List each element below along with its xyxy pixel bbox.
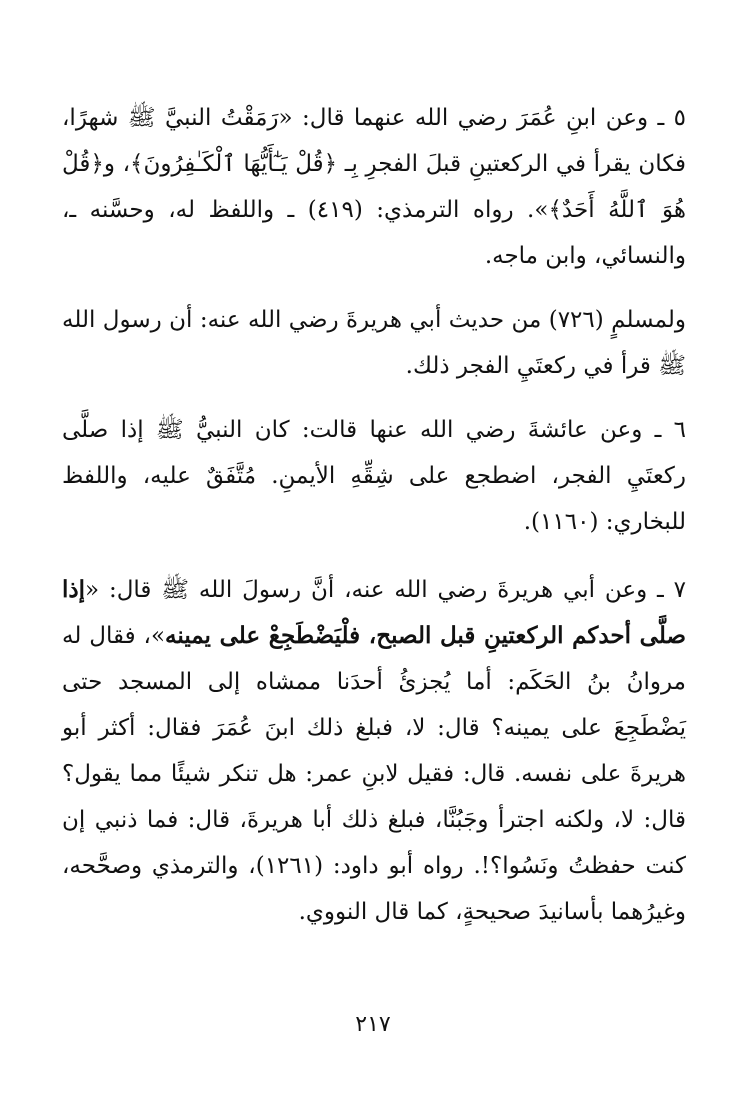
page-text: [62, 95, 686, 935]
hadith-7-rest: »، فقال له مروانُ بنُ الحَكَم: أما يُجزئُ أحدَنا ممشاه إلى المسجد حتى يَضْطَجِعَ على يمينه؟ قال: لا، فبلغ ذلك ابنَ عُمَرَ فقال: أكثر أبو هريرةَ على نفسه. قال: فقيل لابنِ عمر: هل تنكر شيئًا مما يقول؟ قال: لا، ولكنه اجترأ وجَبُنَّا، فبلغ ذلك أبا هريرةَ، قال: فما ذنبي إن كنت حفظتُ ونَسُوا؟!. رواه أبو داود: (١٢٦١)، والترمذي وصحَّحه، وغيرُهما بأسانيدَ صحيحةٍ، كما قال النووي.: [62, 623, 686, 925]
paragraph-hadith-6: ٦ ـ وعن عائشةَ رضي الله عنها قالت: كان النبيُّ ﷺ إذا صلَّى ركعتَيِ الفجر، اضطجع على شِقِّهِ الأيمنِ. مُتَّفَقٌ عليه، واللفظ للبخاري: (١١٦٠).: [62, 417, 686, 535]
hadith-7-prophetic-text: إذا صلَّى أحدكم الركعتينِ قبل الصبح، فلْيَضْطَجِعْ على يمينه: [62, 576, 686, 649]
paragraph-muslim-note: ولمسلمٍ (٧٢٦) من حديث أبي هريرةَ رضي الله عنه: أن رسول الله ﷺ قرأ في ركعتَيِ الفجر ذلك.: [62, 307, 686, 379]
paragraph-hadith-7: [62, 567, 686, 935]
page-number: ٢١٧: [355, 1012, 391, 1037]
paragraph-hadith-5: ٥ ـ وعن ابنِ عُمَرَ رضي الله عنهما قال: «رَمَقْتُ النبيَّ ﷺ شهرًا، فكان يقرأ في الركعتينِ قبلَ الفجرِ بِـ ﴿قُلْ يَـٰٓأَيُّهَا ٱلْكَـٰفِرُونَ﴾، و﴿قُلْ هُوَ ٱللَّهُ أَحَدٌ﴾». رواه الترمذي: (٤١٩) ـ واللفظ له، وحسَّنه ـ، والنسائي، وابن ماجه.: [62, 105, 686, 269]
hadith-7-intro: ٧ ـ وعن أبي هريرةَ رضي الله عنه، أنَّ رسولَ الله ﷺ قال: «: [85, 577, 686, 603]
